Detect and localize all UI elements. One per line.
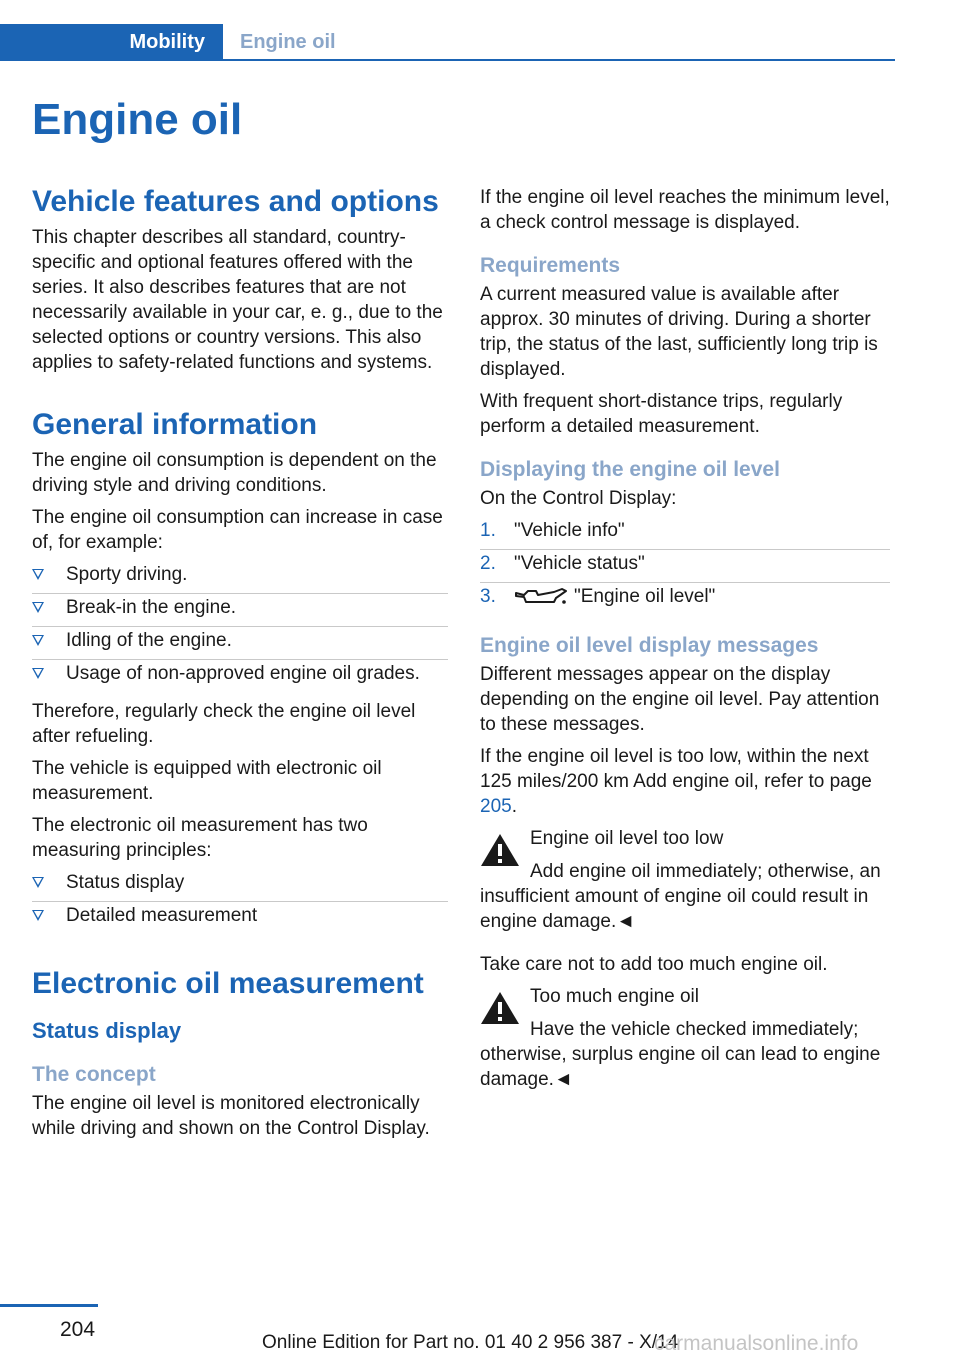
right-column [480, 185, 890, 1100]
triangle-bullet-icon [32, 569, 44, 580]
page-number: 204 [60, 1318, 96, 1341]
heading-requirements: Requirements [480, 254, 621, 277]
warning-triangle-icon [480, 832, 520, 868]
warning-too-much-oil [480, 984, 890, 1092]
list-item: Idling of the engine. [32, 628, 448, 660]
warning-body: Add engine oil immediately; otherwise, an insufficient amount of engine oil could result in engine damage.◄ [480, 861, 881, 932]
warning-body: Have the vehicle checked immediately; otherwise, surplus engine oil can lead to engine damage.◄ [480, 1019, 881, 1090]
list-item: Break-in the engine. [32, 595, 448, 627]
general-paragraph-3: Therefore, regularly check the engine oil level after refueling. [32, 701, 416, 747]
list-item: 1. "Vehicle info" [480, 518, 890, 550]
general-paragraph-2: The engine oil consumption can increase in case of, for example: [32, 507, 443, 553]
principles-list [32, 870, 448, 934]
oil-can-icon [514, 587, 568, 607]
page-reference-link[interactable]: 205 [480, 796, 512, 817]
heading-display-messages: Engine oil level display messages [480, 634, 819, 657]
triangle-bullet-icon [32, 668, 44, 679]
heading-status-display: Status display [32, 1018, 182, 1043]
heading-electronic-oil-measurement: Electronic oil measurement [32, 967, 424, 1000]
warning-title: Too much engine oil [530, 986, 699, 1007]
heading-displaying-oil-level: Displaying the engine oil level [480, 458, 780, 481]
general-paragraph-4: The vehicle is equipped with electronic oil measurement. [32, 758, 382, 804]
edition-text: Online Edition for Part no. 01 40 2 956 387 - X/14 [262, 1332, 679, 1353]
triangle-bullet-icon [32, 635, 44, 646]
list-item: 3. "Engine oil level" [480, 586, 716, 607]
tab-mobility[interactable]: Mobility [0, 24, 223, 61]
heading-general-information: General information [32, 408, 318, 441]
general-paragraph-5: The electronic oil measurement has two measuring principles: [32, 815, 368, 861]
tab-engine-oil[interactable]: Engine oil [240, 31, 336, 53]
displaying-intro: On the Control Display: [480, 488, 677, 509]
heading-vehicle-features: Vehicle features and options [32, 185, 439, 218]
display-steps-list [480, 518, 890, 615]
header-bar [0, 24, 895, 61]
concept-text: The engine oil level is monitored electronically while driving and shown on the Control Display. [32, 1093, 430, 1139]
triangle-bullet-icon [32, 910, 44, 921]
general-paragraph-1: The engine oil consumption is dependent on the driving style and driving conditions. [32, 450, 437, 496]
list-item: Usage of non-approved engine oil grades. [32, 661, 448, 692]
warning-title: Engine oil level too low [530, 828, 724, 849]
requirements-paragraph-1: A current measured value is available after approx. 30 minutes of driving. During a shorter trip, the status of the last, sufficiently long trip is displayed. [480, 284, 878, 380]
concept-text-continued: If the engine oil level reaches the minimum level, a check control message is displayed. [480, 187, 890, 233]
page-title: Engine oil [32, 95, 243, 144]
left-column [32, 183, 448, 1148]
watermark: carmanualsonline.info [654, 1332, 859, 1355]
messages-paragraph-1: Different messages appear on the display depending on the engine oil level. Pay attention to these messages. [480, 664, 880, 735]
warning-oil-too-low [480, 826, 890, 934]
heading-the-concept: The concept [32, 1063, 156, 1086]
warning-triangle-icon [480, 990, 520, 1026]
list-item: Status display [32, 870, 448, 902]
requirements-paragraph-2: With frequent short-distance trips, regularly perform a detailed measurement. [480, 391, 843, 437]
consumption-list [32, 562, 448, 692]
list-item: Detailed measurement [32, 903, 448, 934]
vehicle-features-text: This chapter describes all standard, country-specific and optional features offered with the series. It also describes features that are not necessarily available in your car, e. g., due to the selected options or country versions. This also applies to safety-related functions and systems. [32, 227, 443, 373]
list-item: 2. "Vehicle status" [480, 551, 890, 583]
list-item: Sporty driving. [32, 562, 448, 594]
messages-paragraph-3: Take care not to add too much engine oil. [480, 954, 828, 975]
triangle-bullet-icon [32, 602, 44, 613]
header-rule [0, 59, 895, 61]
footer-rule [0, 1304, 98, 1307]
messages-paragraph-2: If the engine oil level is too low, within the next 125 miles/200 km Add engine oil, refer to page 205. [480, 746, 872, 817]
triangle-bullet-icon [32, 877, 44, 888]
